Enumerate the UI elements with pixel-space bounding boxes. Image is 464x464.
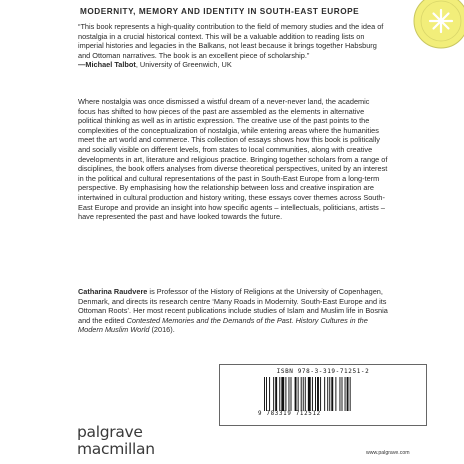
barcode-bar xyxy=(339,377,340,411)
isbn-label: ISBN 978-3-319-71251-2 xyxy=(276,368,370,375)
barcode-bar xyxy=(327,377,328,411)
barcode-bar xyxy=(266,377,267,411)
barcode-bar xyxy=(350,377,351,411)
quote-affiliation: , University of Greenwich, UK xyxy=(135,60,232,70)
bio-text-1: is Professor of the History of Religions at the University of Copenhagen, Denmark, and directs its research centre ‘Many Roads in Modernity. South-East Europe and its Ottoman Roots’. Her most recent publications include studies of Islam and Muslim life in Bosnia and the edited xyxy=(78,287,388,325)
barcode-bar xyxy=(308,377,311,411)
barcode-bar xyxy=(269,377,270,411)
barcode-bar xyxy=(298,377,299,411)
barcode-bar xyxy=(305,377,306,411)
bio-title: Contested Memories and the Demands of the Past. History Cultures in the Modern Muslim World xyxy=(78,315,368,335)
barcode-bar xyxy=(335,377,336,411)
barcode-bar xyxy=(285,377,286,411)
publisher-logo xyxy=(77,425,155,458)
barcode-bar xyxy=(295,377,297,411)
barcode xyxy=(264,377,388,411)
publisher-url: www.palgrave.com xyxy=(366,450,410,456)
quote-attribution xyxy=(78,60,389,70)
barcode-bar xyxy=(303,377,304,411)
barcode-digits: 9 783319 712512 xyxy=(258,411,321,417)
barcode-bar xyxy=(264,377,265,411)
barcode-bar xyxy=(317,377,319,411)
bio-name: Catharina Raudvere xyxy=(78,287,148,296)
book-description xyxy=(78,97,389,222)
barcode-bar xyxy=(320,377,321,411)
bio-text-2: (2016). xyxy=(149,325,175,335)
barcode-bar xyxy=(347,377,349,411)
barcode-bar xyxy=(312,377,313,411)
barcode-bar xyxy=(273,377,274,411)
barcode-bar xyxy=(279,377,280,411)
barcode-bar xyxy=(329,377,330,411)
barcode-bar xyxy=(331,377,333,411)
barcode-bar xyxy=(301,377,302,411)
barcode-bar xyxy=(281,377,284,411)
springer-emblem-icon xyxy=(412,0,464,50)
barcode-bar xyxy=(288,377,289,411)
barcode-bar xyxy=(275,377,277,411)
quote-text: “This book represents a high-quality contribution to the field of memory studies and the idea of nostalgia in a crucial historical context. This will be a valuable addition to reading lists on imperial histories and legacies in the Balkans, not least because it brings together Habsburg and Ottoman narratives. The book is an excellent piece of scholarship.” xyxy=(78,22,384,60)
review-quote xyxy=(78,22,389,70)
quote-author: —Michael Talbot xyxy=(78,60,136,70)
bio-paragraph xyxy=(78,287,389,335)
barcode-bar xyxy=(315,377,316,411)
barcode-box xyxy=(219,364,427,426)
series-title: MODERNITY, MEMORY AND IDENTITY IN SOUTH-EAST EUROPE xyxy=(80,7,360,16)
barcode-bar xyxy=(345,377,346,411)
author-bio xyxy=(78,287,389,335)
description-text: Where nostalgia was once dismissed a wistful dream of a never-never land, the academic focus has shifted to how pieces of the past are assembled as the elements in alternative political thinking as well as in artistic expression. The creative use of the past points to the complexities of the conceptualization of nostalgia, while entering areas where the humanities meet the art world and commerce. This collection of essays shows how this book is politically and socially visible on different levels, from states to local communities, along with creative developments in art, literature and religious practice. Bringing together scholars from a range of disciplines, the book offers analyses from diverse theoretical perspectives, united by an interest in the political and cultural representations of the past in South-East Europe from a long-term perspective. By emphasising how the relationship between loss and creative inspiration are intertwined in cultural production and history writing, these essays cover themes across South-East Europe and provide an insight into how specific agents – intellectuals, politicians, artists – have represented the past and have looked towards the future. xyxy=(78,97,388,222)
barcode-bar xyxy=(342,377,343,411)
barcode-bar xyxy=(291,377,292,411)
logo-line-1: palgrave xyxy=(77,423,143,441)
logo-line-2: macmillan xyxy=(77,440,155,458)
barcode-bar xyxy=(324,377,325,411)
